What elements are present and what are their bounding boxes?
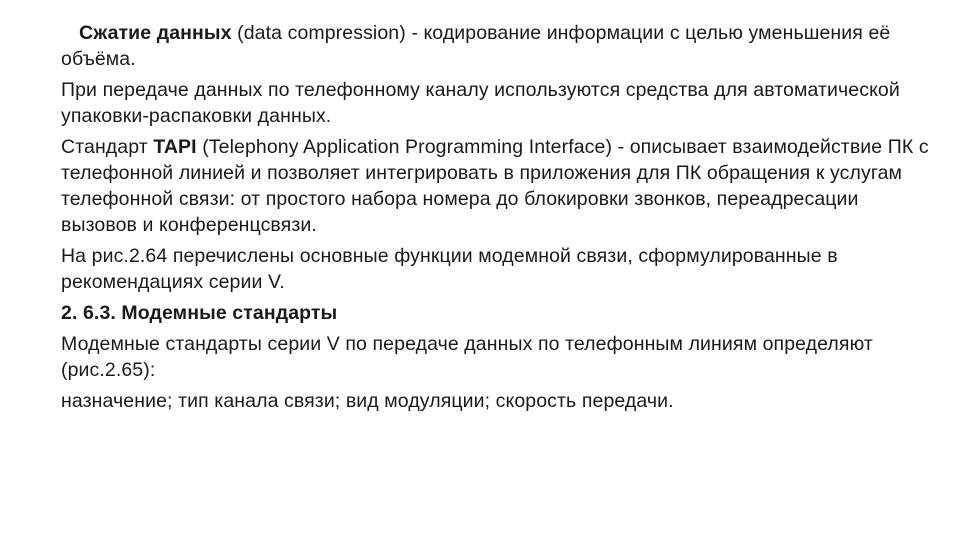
definition-data-compression: (data compression) - кодирование информации с целью уменьшения её объёма. [61, 22, 891, 70]
section-heading [61, 300, 931, 326]
section-heading-text: 2. 6.3. Модемные стандарты [61, 302, 338, 324]
tapi-description: (Telephony Application Programming Interface) - описывает взаимодействие ПК с телефонной линией и позволяет интегрировать в приложения для ПК обращения к услугам телефонной связи: от простого набора номера до блокировки звонков, переадресации вызовов и конференцсвязи. [61, 136, 929, 236]
modem-functions-text: На рис.2.64 перечислены основные функции модемной связи, сформулированные в рекомендациях серии V. [61, 245, 838, 293]
term-data-compression: Сжатие данных [79, 22, 232, 44]
paragraph-phone-transfer [61, 77, 931, 129]
tapi-prefix: Стандарт [61, 136, 154, 158]
paragraph-modem-standards [61, 331, 931, 383]
modem-standards-text: Модемные стандарты серии V по передаче данных по телефонным линиям определяют (рис.2.65): [61, 333, 873, 381]
term-tapi: TAPI [153, 136, 197, 158]
paragraph-data-compression [61, 20, 931, 72]
paragraph-criteria [61, 388, 931, 414]
paragraph-modem-functions [61, 243, 931, 295]
paragraph-tapi [61, 134, 931, 238]
phone-transfer-text: При передаче данных по телефонному каналу используются средства для автоматической упаковки-распаковки данных. [61, 79, 900, 127]
slide-content [61, 20, 931, 419]
criteria-text: назначение; тип канала связи; вид модуляции; скорость передачи. [61, 390, 674, 412]
